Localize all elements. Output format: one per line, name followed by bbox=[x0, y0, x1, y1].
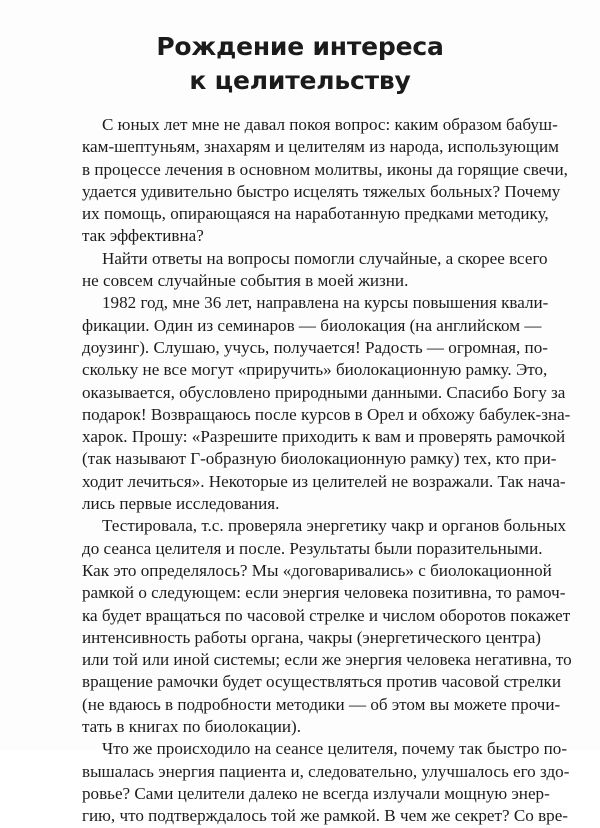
text-line: 1982 год, мне 36 лет, направлена на курсы повышения квали- bbox=[102, 293, 549, 313]
text-line: в процессе лечения в основном молитвы, иконы да горящие свечи, bbox=[82, 159, 568, 179]
text-line: или той или иной системы; если же энергия человека негативна, то bbox=[82, 650, 572, 670]
chapter-title bbox=[0, 30, 600, 98]
text-line: интенсивность работы органа, чакры (энергетического центра) bbox=[82, 627, 541, 647]
text-line: вращение рамочки будет осуществляться против часовой стрелки bbox=[82, 672, 561, 692]
text-line: фикации. Один из семинаров — биолокация (на английском — bbox=[82, 315, 542, 335]
text-line: харок. Прошу: «Разрешите приходить к вам и проверять рамочкой bbox=[82, 427, 566, 447]
text-line: рамкой о следующем: если энергия человека позитивна, то рамоч- bbox=[82, 583, 566, 603]
text-line: лись первые исследования. bbox=[82, 494, 280, 514]
chapter-title-line-1: Рождение интереса bbox=[156, 32, 444, 61]
text-line: (не вдаюсь в подробности методики — об этом вы можете прочи- bbox=[82, 694, 561, 714]
text-line: их помощь, опирающаяся на наработанную предками методику, bbox=[82, 204, 549, 224]
text-line: удается удивительно быстро исцелять тяжелых больных? Почему bbox=[82, 181, 561, 201]
paragraph bbox=[82, 114, 568, 248]
text-line: вышалась энергия пациента и, следовательно, улучшалось его здо- bbox=[82, 761, 570, 781]
paragraph bbox=[82, 738, 570, 827]
text-line: Найти ответы на вопросы помогли случайные, а скорее всего bbox=[102, 248, 548, 268]
text-line: тать в книгах по биолокации). bbox=[82, 717, 301, 737]
text-line: кам-шептуньям, знахарям и целителям из народа, использующим bbox=[82, 137, 559, 157]
paragraph bbox=[82, 515, 572, 738]
text-line: оказывается, обусловлено природными данными. Спасибо Богу за bbox=[82, 382, 566, 402]
paragraph bbox=[82, 292, 571, 515]
paragraph bbox=[82, 248, 548, 293]
text-line: (так называют Г-образную биолокационную рамку) тех, кто при- bbox=[82, 449, 557, 469]
text-line: скольку не все могут «приручить» биолокационную рамку. Это, bbox=[82, 360, 548, 380]
text-line: Как это определялось? Мы «договаривались» с биолокационной bbox=[82, 560, 552, 580]
body-text bbox=[82, 114, 572, 828]
text-line: подарок! Возвращаюсь после курсов в Орел и обхожу бабулек-зна- bbox=[82, 404, 571, 424]
text-line: так эффективна? bbox=[82, 226, 204, 246]
chapter-title-line-2: к целительству bbox=[189, 66, 411, 95]
text-line: доузинг). Слушаю, учусь, получается! Радость — огромная, по- bbox=[82, 337, 548, 357]
text-line: до сеанса целителя и после. Результаты были поразительными. bbox=[82, 538, 543, 558]
text-line: гию, что подтверждалось той же рамкой. В чем же секрет? Со вре- bbox=[82, 806, 568, 826]
text-line: Тестировала, т.с. проверяла энергетику чакр и органов больных bbox=[102, 516, 567, 536]
text-line: ка будет вращаться по часовой стрелке и числом оборотов покажет bbox=[82, 605, 571, 625]
text-line: С юных лет мне не давал покоя вопрос: каким образом бабуш- bbox=[102, 115, 558, 134]
text-line: не совсем случайные события в моей жизни. bbox=[82, 271, 409, 291]
text-line: ходит лечиться». Некоторые из целителей не возражали. Так нача- bbox=[82, 471, 566, 491]
text-line: ровье? Сами целители далеко не всегда излучали мощную энер- bbox=[82, 783, 550, 803]
text-line: Что же происходило на сеансе целителя, почему так быстро по- bbox=[102, 739, 568, 759]
